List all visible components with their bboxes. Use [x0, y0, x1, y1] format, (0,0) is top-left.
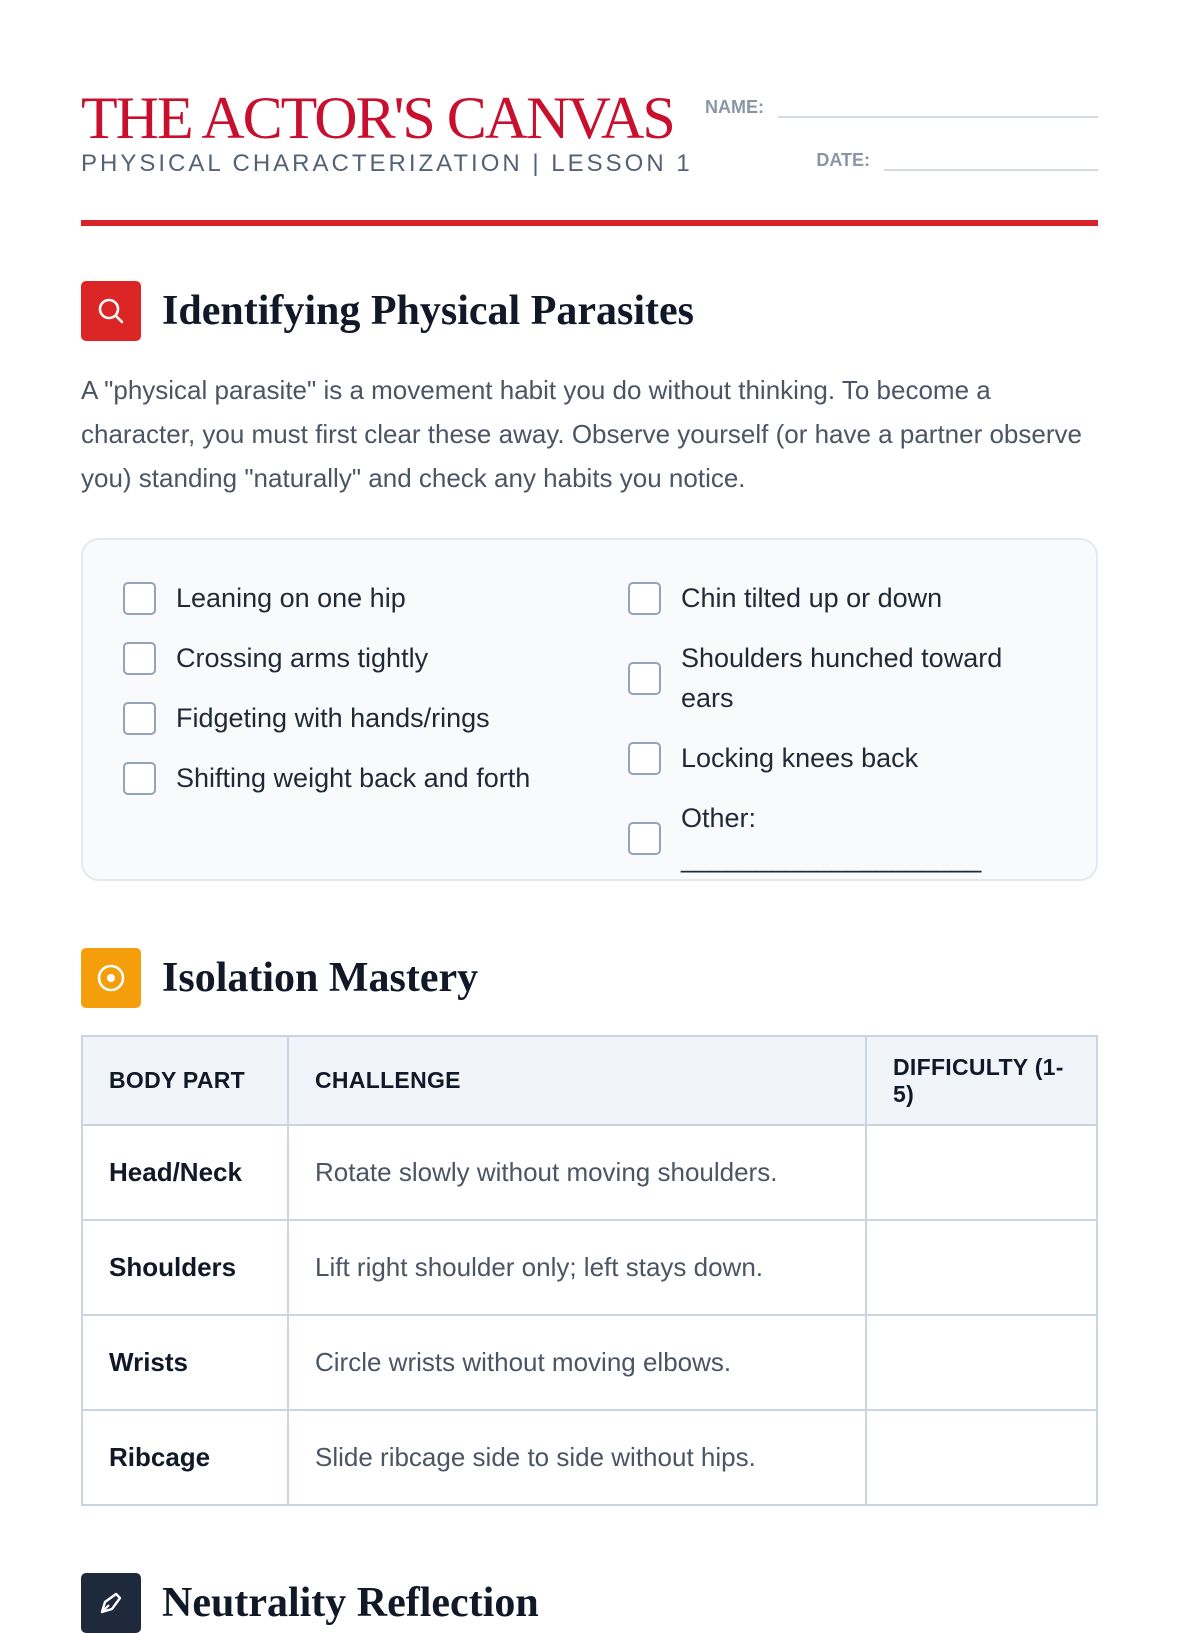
name-field[interactable] [778, 88, 1098, 118]
worksheet-subtitle: PHYSICAL CHARACTERIZATION | LESSON 1 [81, 150, 693, 177]
pen-icon [81, 1573, 141, 1633]
name-field-row [705, 88, 1098, 118]
parasites-intro: A "physical parasite" is a movement habit you do without thinking. To become a character, you must first clear these away. Observe yourself (or have a partner observe you) standing "naturally" and check any habits you notice. [81, 375, 1082, 493]
body-part-cell: Wrists [82, 1315, 288, 1410]
section-header-isolation [81, 948, 478, 1008]
column-header-difficulty: DIFFICULTY (1-5) [866, 1036, 1097, 1125]
checklist-item[interactable] [123, 578, 593, 618]
date-label: DATE: [816, 150, 870, 170]
section-title-isolation: Isolation Mastery [162, 955, 479, 1001]
target-icon [81, 948, 141, 1008]
checklist-item-label: Shoulders hunched toward ears [681, 643, 1003, 713]
difficulty-cell[interactable] [866, 1125, 1097, 1220]
body-part-cell: Head/Neck [82, 1125, 288, 1220]
checklist-column-left [123, 578, 593, 818]
challenge-cell: Circle wrists without moving elbows. [288, 1315, 866, 1410]
checkbox[interactable] [628, 742, 661, 775]
challenge-cell: Lift right shoulder only; left stays down. [288, 1220, 866, 1315]
checklist-item[interactable] [628, 578, 1058, 618]
challenge-cell: Slide ribcage side to side without hips. [288, 1410, 866, 1505]
challenge-cell: Rotate slowly without moving shoulders. [288, 1125, 866, 1220]
checkbox[interactable] [123, 642, 156, 675]
checklist-item[interactable] [123, 758, 593, 798]
section-header-neutrality [81, 1573, 539, 1633]
checkbox[interactable] [123, 702, 156, 735]
date-field-row [816, 141, 1098, 171]
name-label: NAME: [705, 97, 764, 117]
section-header-parasites [81, 281, 694, 341]
section-title-parasites: Identifying Physical Parasites [162, 288, 694, 334]
checkbox[interactable] [123, 762, 156, 795]
checkbox[interactable] [628, 822, 661, 855]
checklist-item-label: Locking knees back [681, 743, 919, 773]
checklist-item-label: Crossing arms tightly [176, 643, 429, 673]
worksheet-title: THE ACTOR'S CANVAS [81, 85, 674, 151]
column-header-body-part: BODY PART [82, 1036, 288, 1125]
checkbox[interactable] [123, 582, 156, 615]
difficulty-cell[interactable] [866, 1410, 1097, 1505]
checklist-item[interactable] [628, 738, 1058, 778]
parasites-checklist [81, 538, 1098, 881]
section-title-neutrality: Neutrality Reflection [162, 1580, 539, 1626]
checklist-item-label: Fidgeting with hands/rings [176, 703, 490, 733]
table-row [82, 1125, 1097, 1220]
table-header-row [82, 1036, 1097, 1125]
checklist-column-right [628, 578, 1058, 898]
checklist-item[interactable] [628, 798, 1058, 878]
checkbox[interactable] [628, 662, 661, 695]
difficulty-cell[interactable] [866, 1220, 1097, 1315]
checklist-item[interactable] [123, 698, 593, 738]
checkbox[interactable] [628, 582, 661, 615]
checklist-item-label: Chin tilted up or down [681, 583, 943, 613]
header-divider [81, 220, 1098, 226]
isolation-table [81, 1035, 1098, 1506]
search-icon [81, 281, 141, 341]
table-row [82, 1220, 1097, 1315]
column-header-challenge: CHALLENGE [288, 1036, 866, 1125]
worksheet-header [81, 0, 1098, 228]
checklist-item-label: Leaning on one hip [176, 583, 406, 613]
checklist-item[interactable] [628, 638, 1048, 718]
body-part-cell: Shoulders [82, 1220, 288, 1315]
body-part-cell: Ribcage [82, 1410, 288, 1505]
difficulty-cell[interactable] [866, 1315, 1097, 1410]
table-row [82, 1410, 1097, 1505]
table-row [82, 1315, 1097, 1410]
checklist-item-label: Other: ____________________ [681, 803, 982, 873]
date-field[interactable] [884, 141, 1098, 171]
checklist-item-label: Shifting weight back and forth [176, 763, 531, 793]
checklist-item[interactable] [123, 638, 593, 678]
